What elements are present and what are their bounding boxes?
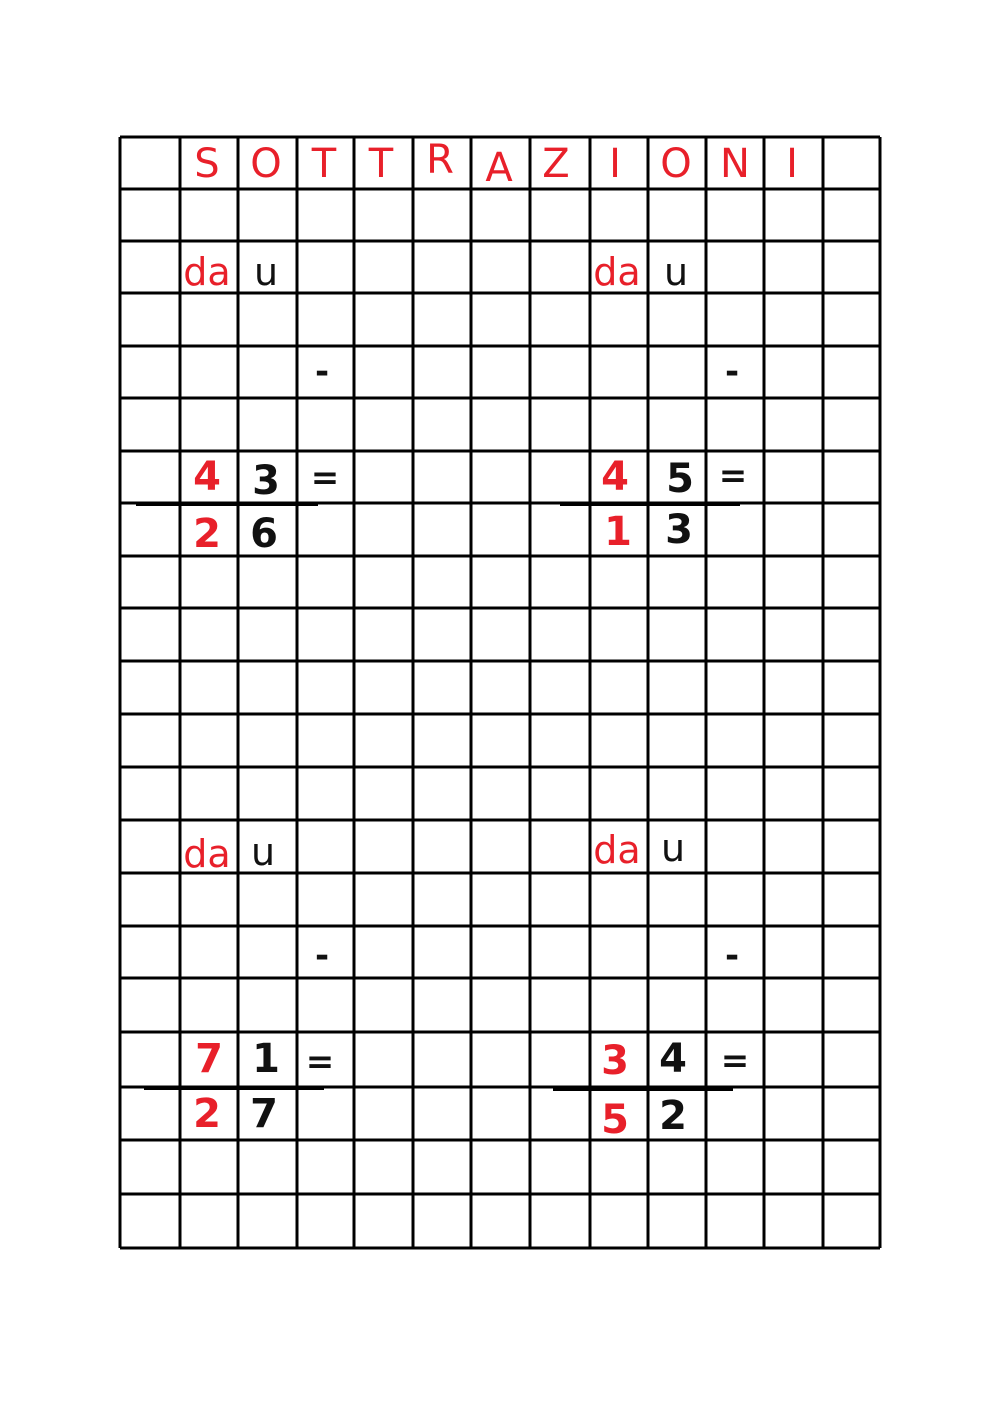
tens-label: da [593,250,641,294]
top-tens-digit: 4 [193,454,221,500]
title-letter: T [368,141,394,187]
bottom-units-digit: 6 [250,511,278,557]
title-letter: I [786,141,798,187]
subtraction-line [553,1088,733,1091]
bottom-tens-digit: 2 [193,511,221,557]
title-letter: R [426,137,454,183]
title-letter: I [609,141,621,187]
title-letter: O [250,141,282,187]
minus-sign: - [724,352,740,392]
title-letter: T [311,141,337,187]
units-label: u [660,826,686,870]
bottom-units-digit: 7 [250,1091,278,1137]
top-units-digit: 1 [252,1036,280,1082]
subtraction-line [144,1087,324,1090]
equals-sign: = [718,456,748,496]
top-units-digit: 4 [659,1036,687,1082]
units-label: u [663,250,689,294]
equals-sign: = [720,1041,750,1081]
bottom-units-digit: 3 [665,507,693,553]
title-letter: S [194,141,220,187]
title-letter: O [660,141,692,187]
title-letter: Z [542,141,570,187]
subtraction-line [560,503,740,506]
top-tens-digit: 7 [195,1036,223,1082]
title-letter: N [720,141,750,187]
bottom-tens-digit: 1 [604,509,632,555]
tens-label: da [183,832,231,876]
title-letter: A [485,145,513,191]
tens-label: da [593,828,641,872]
top-units-digit: 3 [252,458,280,504]
bottom-tens-digit: 5 [601,1097,629,1143]
equals-sign: = [310,458,340,498]
tens-label: da [183,250,231,294]
units-label: u [253,250,279,294]
bottom-tens-digit: 2 [193,1091,221,1137]
subtraction-line [136,503,318,506]
top-units-digit: 5 [666,456,694,502]
minus-sign: - [724,936,740,976]
top-tens-digit: 3 [601,1038,629,1084]
bottom-units-digit: 2 [659,1093,687,1139]
equals-sign: = [305,1042,335,1082]
minus-sign: - [314,352,330,392]
units-label: u [250,830,276,874]
minus-sign: - [314,936,330,976]
top-tens-digit: 4 [601,454,629,500]
